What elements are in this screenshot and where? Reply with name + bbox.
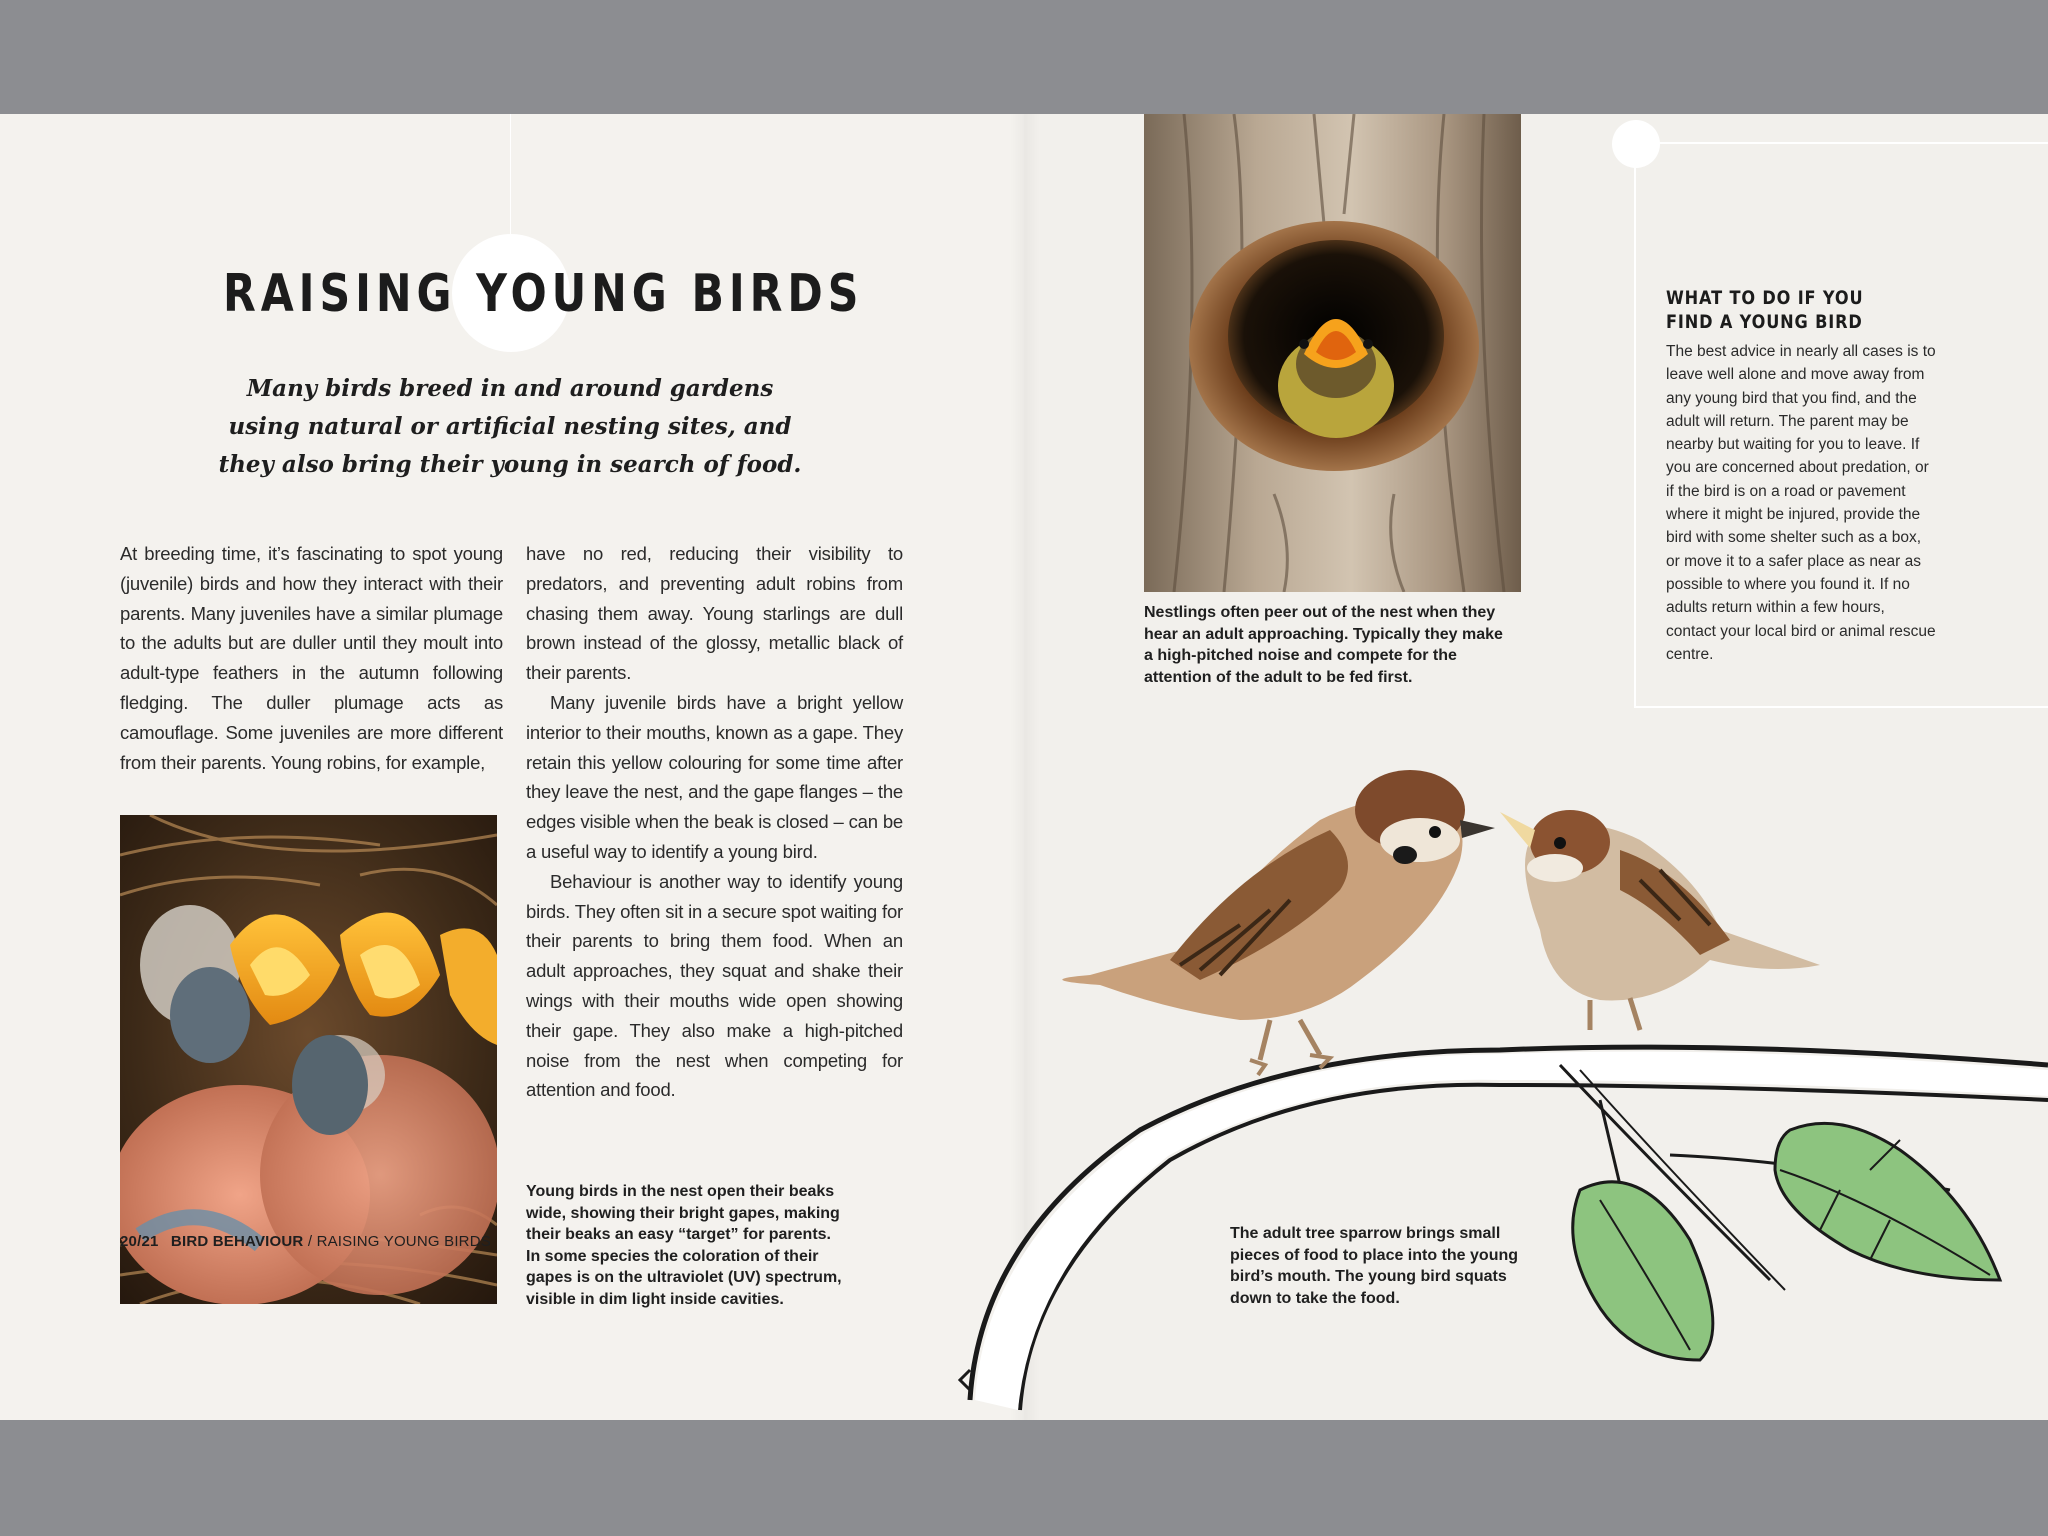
footer-topic: RAISING YOUNG BIRDS: [316, 1233, 491, 1250]
footer-separator: /: [303, 1233, 317, 1250]
juvenile-sparrow: [1500, 810, 1820, 1030]
leaf-right: [1775, 1123, 2000, 1280]
body-paragraph: have no red, reducing their visibility to predators, and preventing adult robins from chasing them away. Young starlings are dull brown instead of the glossy, metallic black of their parents.: [526, 543, 903, 684]
intro-standfirst: Many birds breed in and around gardens using natural or artificial nesting sites, and they also bring their young in search of food.: [218, 375, 802, 478]
sidebar-heading-line: FIND A YOUNG BIRD: [1666, 311, 1863, 333]
body-paragraph: Many juvenile birds have a bright yellow interior to their mouths, known as a gape. They retain this yellow colouring for some time after they leave the nest, and the gape flanges – the edges visible when the beak is closed – can be a useful way to identify a young bird.: [526, 691, 903, 862]
chicks-nest-photo: [120, 815, 497, 1304]
sidebar-heading-line: WHAT TO DO IF YOU: [1666, 287, 1864, 309]
sidebar-dot-decoration: [1612, 120, 1660, 168]
nestling-tree-hole-illustration: [1144, 114, 1521, 592]
leaf-left: [1573, 1182, 1713, 1360]
body-column-1: [120, 539, 503, 777]
sidebar-heading: [1666, 286, 1887, 334]
page-title: RAISING YOUNG BIRDS: [223, 264, 864, 324]
caption-nestling: Nestlings often peer out of the nest when they hear an adult approaching. Typically they make a high-pitched noise and compete for the attention of the adult to be fed first.: [1144, 604, 1503, 686]
sparrows-branch-illustration: [940, 720, 2048, 1420]
tree-hole-photo: [1144, 114, 1521, 592]
sidebar-border-left: [1634, 142, 1636, 708]
body-column-2: [526, 539, 903, 1105]
caption-sparrow: The adult tree sparrow brings small pieces of food to place into the young bird’s mouth. The young bird squats down to take the food.: [1230, 1225, 1519, 1307]
page-footer: [120, 1233, 491, 1250]
sidebar-body: The best advice in nearly all cases is to leave well alone and move away from any young bird that you find, and the adult will return. The parent may be nearby but waiting for you to leave. If you are concerned about predation, or if the bird is on a road or pavement where it might be injured, provide the bird with some shelter such as a box, or move it to a safer place as near as possible to where you found it. If no adults return within a few hours, contact your local bird or animal rescue centre.: [1666, 343, 1936, 663]
adult-sparrow: [1062, 770, 1495, 1075]
sidebar-border-top: [1636, 142, 2048, 144]
footer-section: BIRD BEHAVIOUR: [170, 1233, 304, 1250]
body-paragraph: Behaviour is another way to identify young birds. They often sit in a secure spot waiting for their parents to bring them food. When an adult approaches, they squat and shake their wings with their mouths wide open showing their gape. They also make a high-pitched noise from the nest when competing for attention and food.: [526, 870, 903, 1101]
body-paragraph: At breeding time, it’s fascinating to spot young (juvenile) birds and how they interact with their parents. Many juveniles have a similar plumage to the adults but are duller until they moult into adult-type feathers in the autumn following fledging. The duller plumage acts as camouflage. Some juveniles are more different from their parents. Young robins, for example,: [120, 543, 503, 773]
title-connector-line: [510, 114, 511, 244]
sidebar-border-bottom: [1634, 706, 2048, 708]
folio: 20/21: [120, 1233, 159, 1250]
chicks-nest-illustration: [120, 815, 497, 1304]
caption-nest: Young birds in the nest open their beaks wide, showing their bright gapes, making their beaks an easy “target” for parents. In some species the coloration of their gapes is on the ultraviolet (UV) spectrum, visible in dim light inside cavities.: [526, 1183, 842, 1308]
